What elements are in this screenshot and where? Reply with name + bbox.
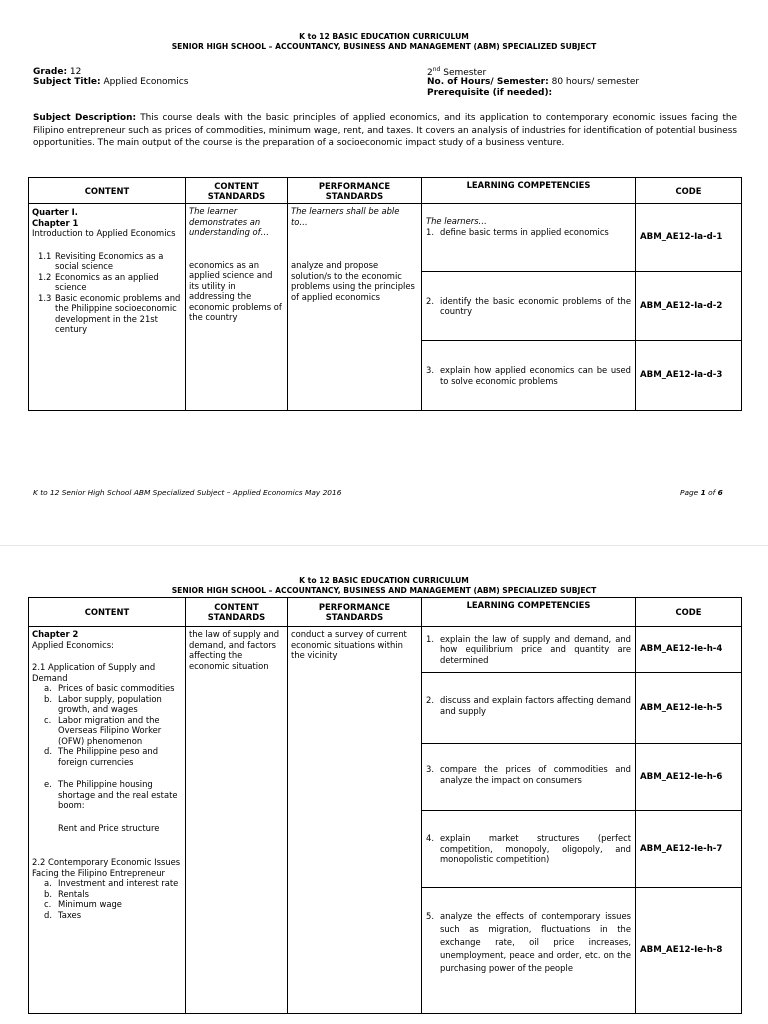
subject-description-label: Subject Description: [33, 113, 137, 123]
code-cell: ABM_AE12-Ie-h-4 [636, 627, 742, 673]
rent-price-structure: Rent and Price structure [58, 822, 160, 833]
competency-cell [422, 627, 636, 673]
competency-cell [422, 811, 636, 888]
header-content: CONTENT [29, 598, 186, 627]
code-cell: ABM_AE12-Ie-h-5 [636, 673, 742, 744]
curriculum-header: K to 12 BASIC EDUCATION CURRICULUM [299, 576, 469, 585]
chapter-title: Applied Economics: [32, 639, 114, 650]
header-performance-standards: PERFORMANCE STANDARDS [288, 598, 422, 627]
semester-suffix: nd [432, 66, 441, 73]
performance-standard-text: analyze and propose solution/s to the economic problems using the principles of applied economics [291, 260, 415, 302]
header-content-standards: CONTENT STANDARDS [186, 178, 288, 204]
competency-item: 1. explain the law of supply and demand, and how equilibrium price and quantity are determined [426, 633, 631, 665]
code-cell: ABM_AE12-Ia-d-1 [636, 204, 742, 272]
list-item: d. Taxes [44, 909, 82, 920]
quarter-label: Quarter I. [32, 207, 78, 217]
semester-ordinal: 2 [427, 68, 433, 78]
grade-label: Grade: [33, 67, 68, 77]
list-item: a. Prices of basic commodities [44, 683, 175, 693]
content-cell [29, 627, 186, 1014]
footer-document-title: K to 12 Senior High School ABM Specialized Subject – Applied Economics May 2016 [33, 488, 342, 497]
competency-cell [422, 341, 636, 411]
competency-cell [422, 673, 636, 744]
header-code: CODE [636, 178, 742, 204]
prerequisite-row [427, 88, 552, 99]
competency-item: 4. explain market structures (perfect competition, monopoly, oligopoly, and monopolistic competition) [426, 833, 631, 865]
content-standard-cell [186, 204, 288, 411]
list-item: d. The Philippine peso and foreign currencies [44, 746, 159, 767]
table-header-row [29, 178, 742, 204]
subject-title-label: Subject Title: [33, 77, 101, 87]
section-title: 2.2 Contemporary Economic Issues Facing the Filipino Entrepreneur [32, 857, 181, 878]
hours-value: 80 hours/ semester [551, 77, 640, 87]
header-content: CONTENT [29, 178, 186, 204]
code-cell: ABM_AE12-Ie-h-6 [636, 744, 742, 811]
performance-standard-cell: conduct a survey of current economic situations within the vicinity [288, 627, 422, 1014]
content-standard-cell: the law of supply and demand, and factors affecting the economic situation [186, 627, 288, 1014]
list-item: c. Minimum wage [44, 899, 122, 909]
header-performance-standards: PERFORMANCE STANDARDS [288, 178, 422, 204]
subject-header: SENIOR HIGH SCHOOL – ACCOUNTANCY, BUSINESS AND MANAGEMENT (ABM) SPECIALIZED SUBJECT [171, 586, 597, 595]
competency-cell [422, 744, 636, 811]
section-title: 2.1 Application of Supply and Demand [32, 662, 156, 683]
subject-header: SENIOR HIGH SCHOOL – ACCOUNTANCY, BUSINESS AND MANAGEMENT (ABM) SPECIALIZED SUBJECT [171, 42, 597, 51]
content-cell [29, 204, 186, 411]
code-cell: ABM_AE12-Ia-d-2 [636, 272, 742, 341]
header-learning-competencies: LEARNING COMPETENCIES [422, 598, 636, 627]
code-cell: ABM_AE12-Ie-h-8 [636, 888, 742, 1014]
hours-row [427, 77, 639, 88]
competency-cell [422, 272, 636, 341]
table-row [29, 204, 742, 272]
chapter-label: Chapter 1 [32, 217, 79, 228]
semester-text: Semester [443, 68, 487, 78]
subject-title-value: Applied Economics [103, 77, 189, 87]
hours-label: No. of Hours/ Semester: [427, 77, 549, 87]
competency-item: 3. explain how applied economics can be used to solve economic problems [426, 365, 631, 386]
curriculum-table-1 [28, 177, 742, 411]
subject-description-text: This course deals with the basic principles of applied economics, and its application to contemporary economic issues facing the Filipino entrepreneur such as prices of commodities, minimum wage, rent, and taxes. It covers an analysis of industries for identification of potential business opportunities. The main output of the course is the preparation of a socioeconomic impact study of a business venture. [33, 113, 738, 148]
competency-item: 5. analyze the effects of contemporary issues such as migration, fluctuations in the exchange rate, oil price increases, unemployment, peace and order, etc. on the purchasing power of the people [426, 911, 631, 973]
performance-standard-cell [288, 204, 422, 411]
competency-intro: The learners… [426, 216, 487, 226]
performance-standard-intro: The learners shall be able to… [291, 206, 400, 227]
competency-item: 2. identify the basic economic problems of the country [426, 295, 631, 316]
competency-item: 1. define basic terms in applied economics [426, 226, 609, 237]
competency-cell [422, 204, 636, 272]
code-cell: ABM_AE12-Ia-d-3 [636, 341, 742, 411]
header-content-standards: CONTENT STANDARDS [186, 598, 288, 627]
list-item: c. Labor migration and the Overseas Filipino Worker (OFW) phenomenon [44, 714, 162, 746]
curriculum-header: K to 12 BASIC EDUCATION CURRICULUM [299, 32, 469, 41]
competency-item: 2. discuss and explain factors affecting demand and supply [426, 695, 631, 716]
competency-cell [422, 888, 636, 1014]
grade-value: 12 [69, 67, 82, 77]
list-item: b. Labor supply, population growth, and wages [44, 693, 162, 714]
table-header-row [29, 598, 742, 627]
list-item: 1.3 Basic economic problems and the Philippine socioeconomic development in the 21st century [38, 292, 181, 334]
competency-item: 3. compare the prices of commodities and analyze the impact on consumers [426, 764, 631, 785]
chapter-title: Introduction to Applied Economics [32, 228, 176, 238]
header-code: CODE [636, 598, 742, 627]
table-row [29, 627, 742, 673]
prerequisite-label: Prerequisite (if needed): [427, 88, 553, 98]
list-item: e. The Philippine housing shortage and the real estate boom: [44, 779, 178, 810]
footer-page-number: Page 1 of 6 [680, 488, 723, 497]
list-item: b. Rentals [44, 888, 90, 899]
code-cell: ABM_AE12-Ie-h-7 [636, 811, 742, 888]
subject-title-row [33, 77, 188, 88]
subject-description [33, 112, 737, 150]
page-2 [0, 548, 768, 1024]
chapter-label: Chapter 2 [32, 629, 79, 639]
list-item: 1.1 Revisiting Economics as a social science [38, 250, 164, 271]
list-item: 1.2 Economics as an applied science [38, 271, 159, 292]
page-separator [0, 545, 768, 546]
content-standard-intro: The learner demonstrates an understanding of… [189, 206, 269, 237]
content-standard-text: economics as an applied science and its utility in addressing the economic problems of the country [189, 259, 282, 322]
curriculum-table-2 [28, 597, 742, 1014]
header-learning-competencies: LEARNING COMPETENCIES [422, 178, 636, 204]
list-item: a. Investment and interest rate [44, 878, 179, 888]
